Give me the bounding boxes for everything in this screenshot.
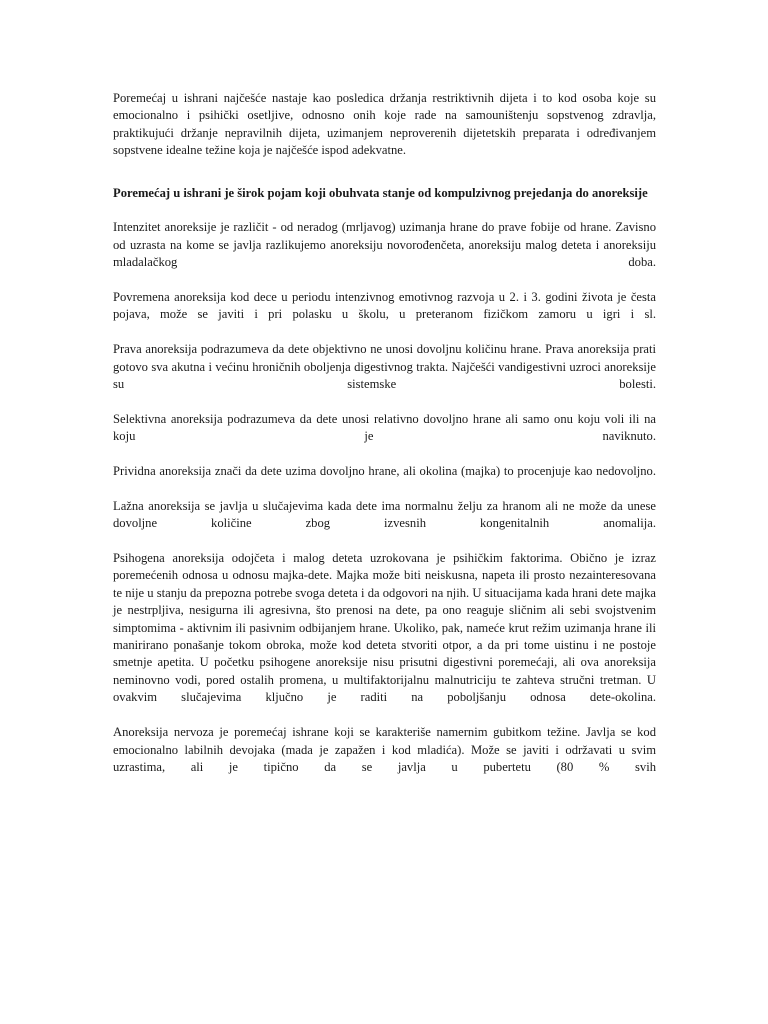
paragraph-selective-anorexia: Selektivna anoreksija podrazumeva da dete unosi relativno dovoljno hrane ali samo onu koju voli ili na koju je naviknuto. [113, 411, 656, 444]
paragraph-apparent-anorexia: Prividna anoreksija znači da dete uzima dovoljno hrane, ali okolina (majka) to procenjuje kao nedovoljno. [113, 464, 656, 479]
paragraph-occasional-anorexia: Povremena anoreksija kod dece u periodu intenzivnog emotivnog razvoja u 2. i 3. godini života je česta pojava, može se javiti i pri polasku u školu, u preteranom fizičkom zamoru u igri i sl. [113, 290, 656, 322]
paragraph-false-anorexia: Lažna anoreksija se javlja u slučajevima kada dete ima normalnu želju za hranom ali ne može da unese dovoljne količine zbog izvesnih kongenitalnih anomalija. [113, 498, 656, 531]
paragraph-intensity: Intenzitet anoreksije je različit - od neradog (mrljavog) uzimanja hrane do prave fobije od hrane. Zavisno od uzrasta na kome se javlja razlikujemo anoreksiju novorođenčeta, anoreksiju malog deteta i anoreksiju mladalačkog doba. [113, 220, 656, 270]
paragraph-anorexia-nervosa: Anoreksija nervoza je poremećaj ishrane koji se karakteriše namernim gubitkom težine. Javlja se kod emocionalno labilnih devojaka (mada je zapažen i kod mladića). Može se javiti i održavati u svim uzrastima, ali je tipično da se javlja u pubertetu (80 % svih [113, 725, 656, 774]
paragraph-true-anorexia: Prava anoreksija podrazumeva da dete objektivno ne unosi dovoljnu količinu hrane. Prava anoreksija prati gotovo sva akutna i većinu hroničnih oboljenja digestivnog trakta. Najčešći vandigestivni uzroci anoreksije su sistemske bolesti. [113, 342, 656, 392]
document-body [113, 90, 656, 776]
section-heading: Poremećaj u ishrani je širok pojam koji obuhvata stanje od kompulzivnog prejedanja do anoreksije [113, 185, 648, 200]
intro-paragraph: Poremećaj u ishrani najčešće nastaje kao posledica držanja restriktivnih dijeta i to kod osoba koje su emocionalno i psihički osetljive, odnosno onih koje rade na samouništenju sopstvenog zdravlja, praktikujući držanje nepravilnih dijeta, uzimanjem neproverenih dijetetskih preparata i određivanjem sopstvene idealne težine koja je najčešće ispod adekvatne. [113, 91, 656, 158]
paragraph-psychogenic-anorexia: Psihogena anoreksija odojčeta i malog deteta uzrokovana je psihičkim faktorima. Obično je izraz poremećenih odnosa u odnosu majka-dete. Majka može biti neiskusna, napeta ili prosto nezainteresovana te nije u stanju da prepozna potrebe svoga deteta i da odgovori na njih. U situacijama kada hrani dete majka je nestrpljiva, nesigurna ili agresivna, što prenosi na dete, pa ono reaguje sličnim ali sebi svojstvenim simptomima - aktivnim ili pasivnim odbijanjem hrane. Ukoliko, pak, nameće krut režim uzimanja hrane ili manirirano ponašanje tokom obroka, može kod deteta stvoriti otpor, a da pri tome uistinu i ne postoje smetnje apetita. U početku psihogene anoreksije nisu prisutni digestivni poremećaji, ali ova anoreksija neminovno vodi, pored ostalih promena, u multifaktorijalnu malnutriciju te zahteva stručni tretman. U ovakvim slučajevima ključno je raditi na poboljšanju odnosa dete-okolina. [113, 551, 656, 705]
